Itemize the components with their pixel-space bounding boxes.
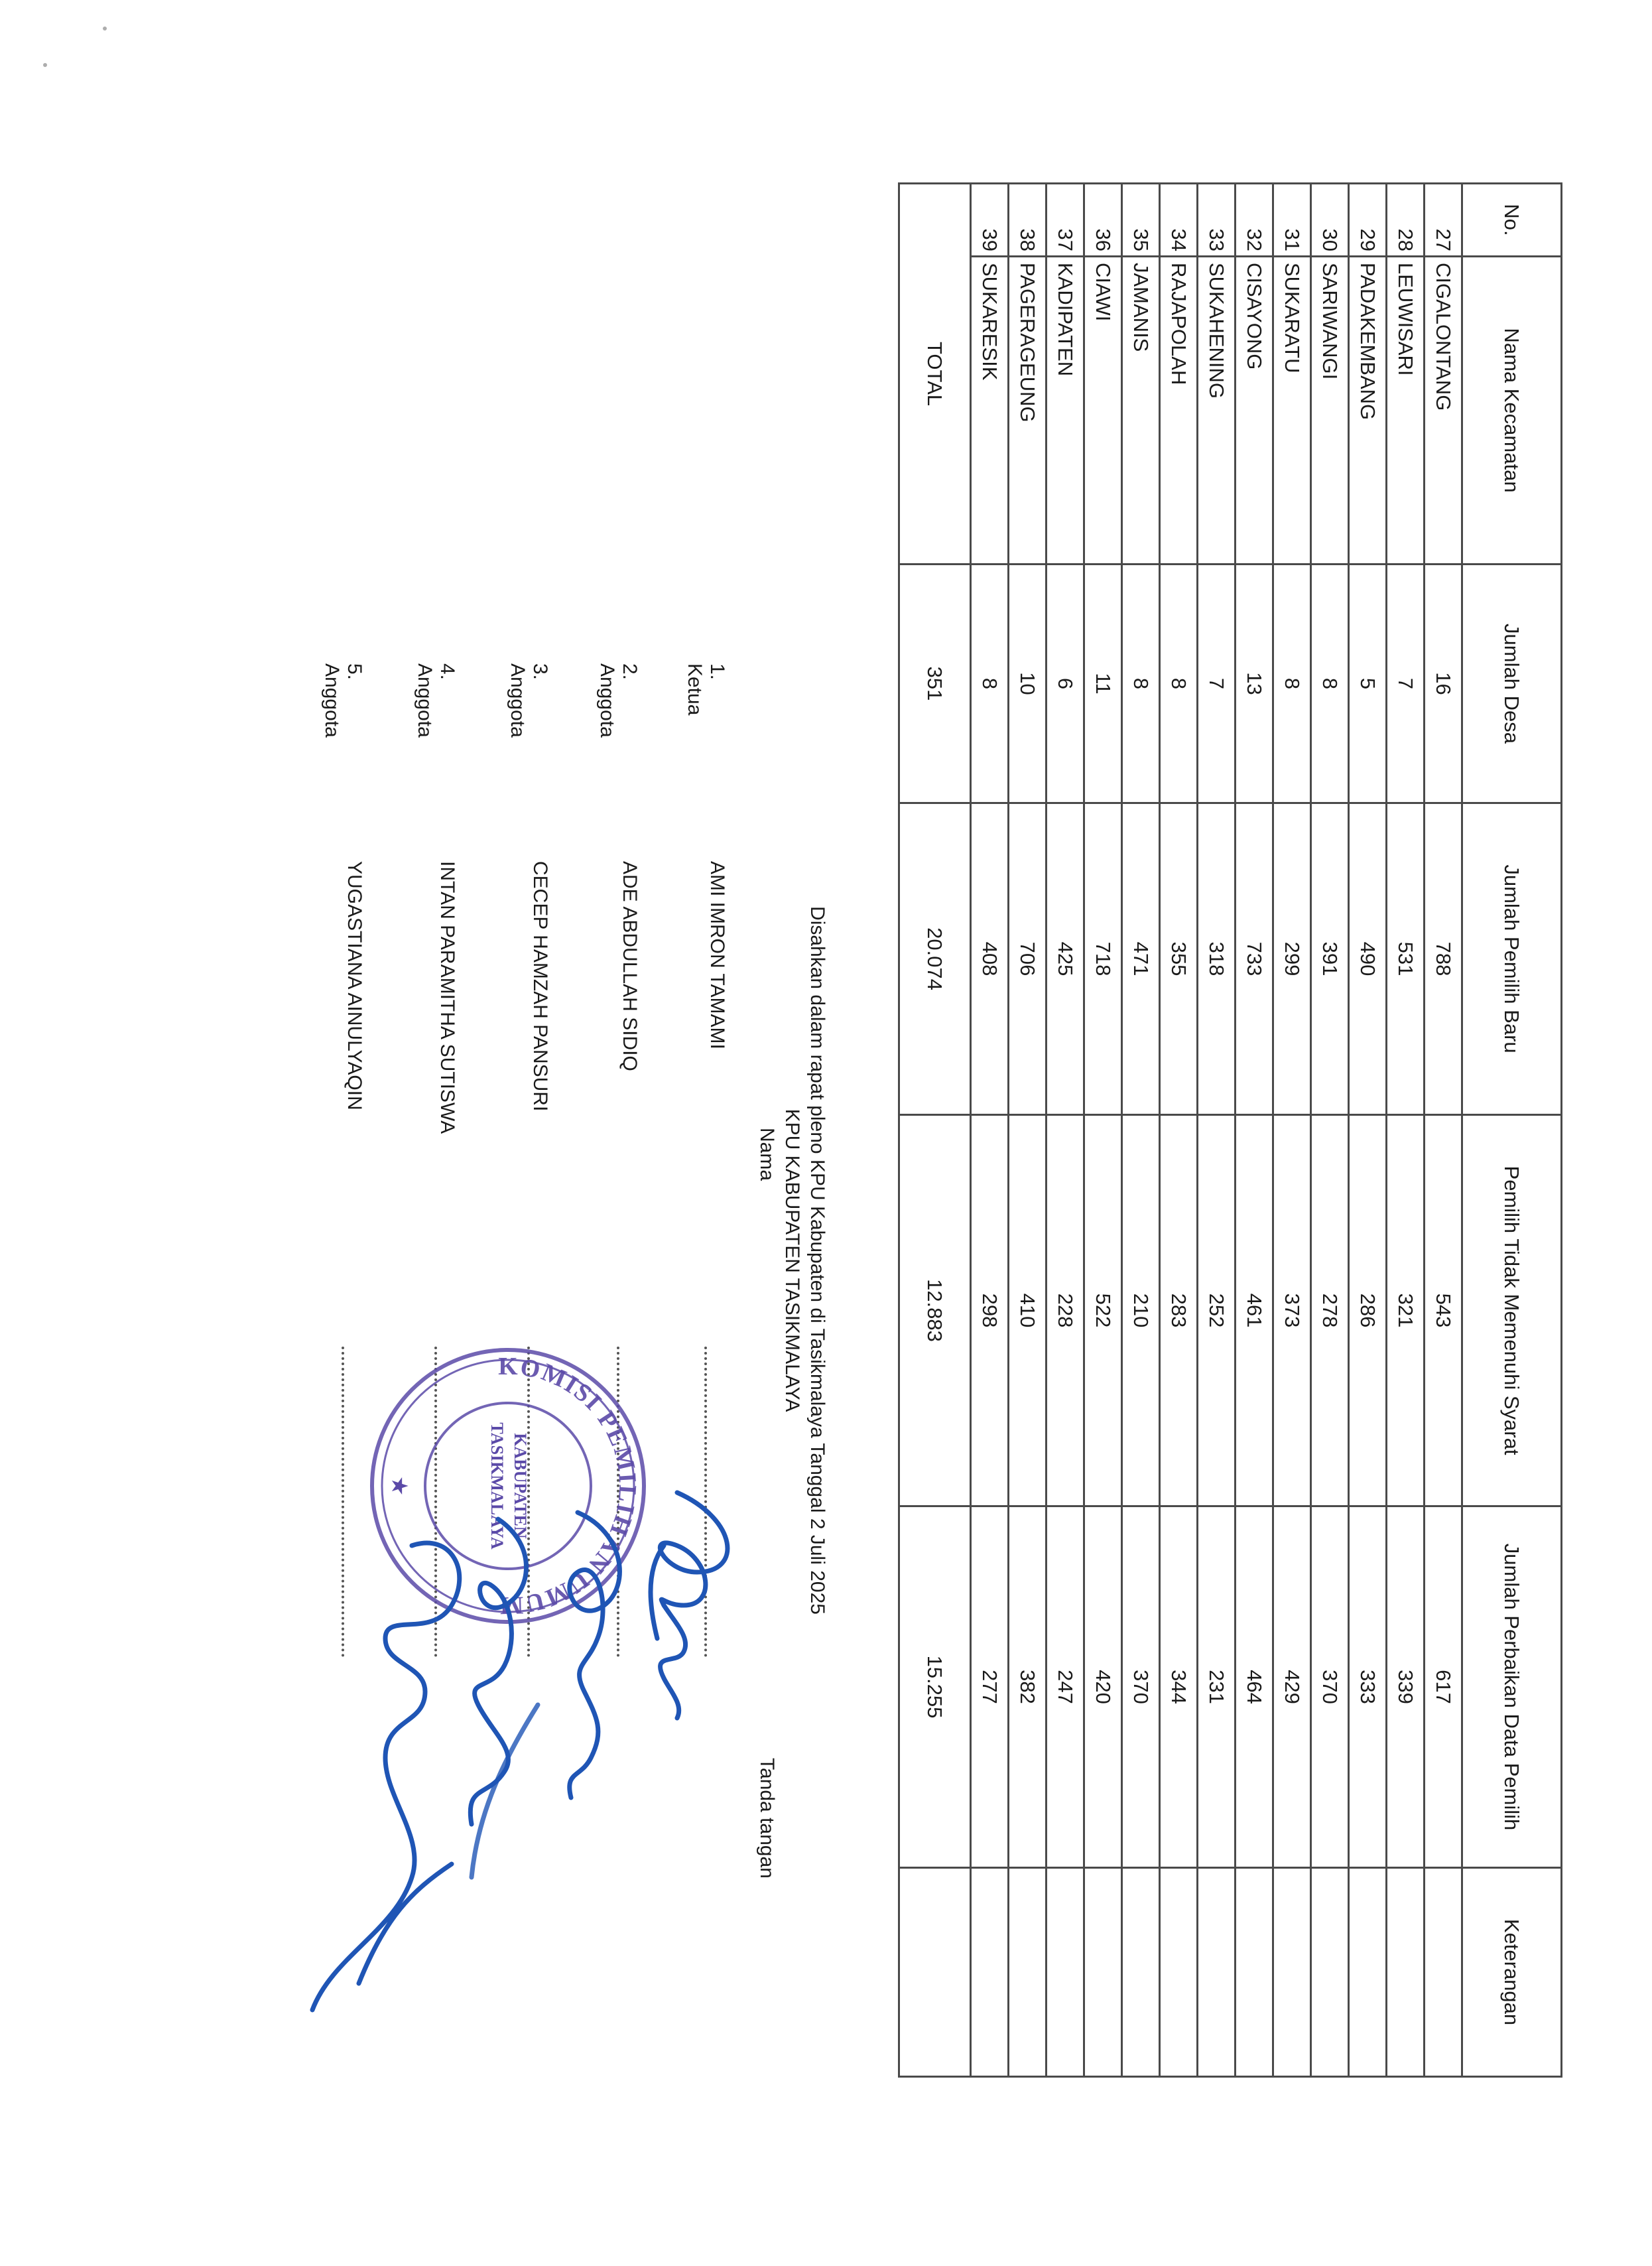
row-perbaikan: 429	[1273, 1506, 1311, 1868]
row-pemilih-baru: 318	[1198, 803, 1236, 1115]
row-pemilih-baru: 425	[1047, 803, 1084, 1115]
row-kecamatan: CIAWI	[1084, 257, 1122, 565]
row-jumlah-desa: 6	[1047, 565, 1084, 803]
row-kecamatan: CISAYONG	[1236, 257, 1273, 565]
row-keterangan	[1084, 1868, 1122, 2077]
total-desa: 351	[899, 565, 971, 803]
row-pemilih-tms: 410	[1009, 1115, 1047, 1506]
row-perbaikan: 231	[1198, 1506, 1236, 1868]
row-keterangan	[1273, 1868, 1311, 2077]
signature-line	[704, 1347, 707, 1657]
table-row	[1160, 184, 1198, 2077]
row-kecamatan: SUKAHENING	[1198, 257, 1236, 565]
header-jumlah-pemilih-baru: Jumlah Pemilih Baru	[1462, 803, 1562, 1115]
table-row	[1387, 184, 1425, 2077]
row-pemilih-baru: 408	[971, 803, 1009, 1115]
stamp-inner-line-1: KABUPATEN	[511, 1433, 530, 1539]
row-pemilih-baru: 718	[1084, 803, 1122, 1115]
row-number: 33	[1198, 184, 1236, 257]
row-pemilih-tms: 252	[1198, 1115, 1236, 1506]
scan-speck	[103, 27, 107, 31]
row-pemilih-tms: 461	[1236, 1115, 1273, 1506]
row-kecamatan: PAGERAGEUNG	[1009, 257, 1047, 565]
member-role: 5. Anggota	[321, 663, 365, 738]
row-keterangan	[1122, 1868, 1160, 2077]
svg-text:★: ★	[387, 1475, 412, 1497]
row-pemilih-tms: 298	[971, 1115, 1009, 1506]
total-keterangan	[899, 1868, 971, 2077]
total-perbaikan: 15.255	[899, 1506, 971, 1868]
member-name: AMI IMRON TAMAMI	[706, 861, 728, 1049]
row-pemilih-baru: 706	[1009, 803, 1047, 1115]
row-pemilih-tms: 210	[1122, 1115, 1160, 1506]
table-row	[1349, 184, 1387, 2077]
row-perbaikan: 382	[1009, 1506, 1047, 1868]
row-perbaikan: 277	[971, 1506, 1009, 1868]
row-jumlah-desa: 8	[1311, 565, 1349, 803]
row-keterangan	[971, 1868, 1009, 2077]
table-row	[1311, 184, 1349, 2077]
signature-line	[342, 1347, 344, 1657]
table-row	[1425, 184, 1462, 2077]
row-kecamatan: KADIPATEN	[1047, 257, 1084, 565]
table-row	[1236, 184, 1273, 2077]
row-pemilih-tms: 522	[1084, 1115, 1122, 1506]
table-row	[1047, 184, 1084, 2077]
member-name: CECEP HAMZAH PANSURI	[529, 861, 551, 1112]
row-kecamatan: CIGALONTANG	[1425, 257, 1462, 565]
row-keterangan	[1311, 1868, 1349, 2077]
member-role: 3. Anggota	[507, 663, 551, 738]
row-perbaikan: 339	[1387, 1506, 1425, 1868]
row-perbaikan: 617	[1425, 1506, 1462, 1868]
row-perbaikan: 333	[1349, 1506, 1387, 1868]
header-nama-kecamatan: Nama Kecamatan	[1462, 257, 1562, 565]
row-jumlah-desa: 13	[1236, 565, 1273, 803]
voter-data-table	[898, 182, 1562, 2078]
row-keterangan	[1236, 1868, 1273, 2077]
header-keterangan: Keterangan	[1462, 1868, 1562, 2077]
row-pemilih-tms: 321	[1387, 1115, 1425, 1506]
row-jumlah-desa: 8	[1122, 565, 1160, 803]
row-number: 39	[971, 184, 1009, 257]
table-row	[1122, 184, 1160, 2077]
scan-speck	[43, 63, 47, 67]
total-pemilih-tms: 12.883	[899, 1115, 971, 1506]
table-header-row	[1462, 184, 1562, 2077]
row-kecamatan: SARIWANGI	[1311, 257, 1349, 565]
row-pemilih-baru: 299	[1273, 803, 1311, 1115]
row-number: 27	[1425, 184, 1462, 257]
row-pemilih-baru: 355	[1160, 803, 1198, 1115]
member-name: INTAN PARAMITHA SUTISWA	[436, 861, 458, 1134]
row-keterangan	[1160, 1868, 1198, 2077]
row-number: 37	[1047, 184, 1084, 257]
row-pemilih-tms: 373	[1273, 1115, 1311, 1506]
row-keterangan	[1387, 1868, 1425, 2077]
member-name: ADE ABDULLAH SIDIQ	[619, 861, 641, 1071]
row-jumlah-desa: 5	[1349, 565, 1387, 803]
row-number: 28	[1387, 184, 1425, 257]
member-role: 1. Ketua	[684, 663, 728, 716]
row-kecamatan: LEUWISARI	[1387, 257, 1425, 565]
row-perbaikan: 247	[1047, 1506, 1084, 1868]
row-number: 29	[1349, 184, 1387, 257]
member-name: YUGASTIANA AINULYAQIN	[344, 861, 365, 1110]
row-pemilih-baru: 471	[1122, 803, 1160, 1115]
row-kecamatan: JAMANIS	[1122, 257, 1160, 565]
row-pemilih-tms: 286	[1349, 1115, 1387, 1506]
row-keterangan	[1198, 1868, 1236, 2077]
row-kecamatan: SUKARESIK	[971, 257, 1009, 565]
row-pemilih-baru: 490	[1349, 803, 1387, 1115]
row-number: 36	[1084, 184, 1122, 257]
row-keterangan	[1349, 1868, 1387, 2077]
row-perbaikan: 370	[1122, 1506, 1160, 1868]
row-pemilih-baru: 788	[1425, 803, 1462, 1115]
total-row	[899, 184, 971, 2077]
table-row	[1273, 184, 1311, 2077]
row-jumlah-desa: 8	[1160, 565, 1198, 803]
row-perbaikan: 420	[1084, 1506, 1122, 1868]
row-number: 38	[1009, 184, 1047, 257]
caption-line-2: KPU KABUPATEN TASIKMALAYA	[781, 1108, 803, 1412]
tanda-tangan-column-label: Tanda tangan	[756, 1758, 778, 1879]
stamp-outer-text: KOMISI PEMILIHAN UMUM	[497, 1352, 642, 1620]
table-row	[1009, 184, 1047, 2077]
row-perbaikan: 464	[1236, 1506, 1273, 1868]
row-keterangan	[1425, 1868, 1462, 2077]
row-jumlah-desa: 7	[1198, 565, 1236, 803]
row-jumlah-desa: 8	[1273, 565, 1311, 803]
total-label: TOTAL	[899, 184, 971, 565]
row-keterangan	[1009, 1868, 1047, 2077]
row-kecamatan: SUKARATU	[1273, 257, 1311, 565]
row-pemilih-baru: 531	[1387, 803, 1425, 1115]
row-number: 31	[1273, 184, 1311, 257]
row-kecamatan: RAJAPOLAH	[1160, 257, 1198, 565]
table-row	[971, 184, 1009, 2077]
stamp-inner-line-2: TASIKMALAYA	[487, 1422, 507, 1550]
header-jumlah-perbaikan: Jumlah Perbaikan Data Pemilih	[1462, 1506, 1562, 1868]
kpu-official-stamp	[365, 1343, 651, 1629]
header-pemilih-tms: Pemilih Tidak Memenuhi Syarat	[1462, 1115, 1562, 1506]
row-pemilih-tms: 278	[1311, 1115, 1349, 1506]
member-role: 4. Anggota	[414, 663, 458, 738]
caption-line-1: Disahkan dalam rapat pleno KPU Kabupaten di Tasikmalaya Tanggal 2 Juli 2025	[806, 906, 828, 1615]
row-pemilih-baru: 391	[1311, 803, 1349, 1115]
table-body	[899, 184, 1462, 2077]
row-keterangan	[1047, 1868, 1084, 2077]
row-jumlah-desa: 16	[1425, 565, 1462, 803]
row-perbaikan: 344	[1160, 1506, 1198, 1868]
row-pemilih-tms: 283	[1160, 1115, 1198, 1506]
total-pemilih-baru: 20.074	[899, 803, 971, 1115]
row-number: 35	[1122, 184, 1160, 257]
signature-ketua	[651, 1493, 728, 1718]
row-jumlah-desa: 10	[1009, 565, 1047, 803]
header-jumlah-desa: Jumlah Desa	[1462, 565, 1562, 803]
row-number: 30	[1311, 184, 1349, 257]
member-role: 2. Anggota	[596, 663, 641, 738]
row-number: 32	[1236, 184, 1273, 257]
row-pemilih-tms: 228	[1047, 1115, 1084, 1506]
row-number: 34	[1160, 184, 1198, 257]
row-pemilih-baru: 733	[1236, 803, 1273, 1115]
table-row	[1198, 184, 1236, 2077]
row-perbaikan: 370	[1311, 1506, 1349, 1868]
header-no: No.	[1462, 184, 1562, 257]
row-kecamatan: PADAKEMBANG	[1349, 257, 1387, 565]
row-pemilih-tms: 543	[1425, 1115, 1462, 1506]
row-jumlah-desa: 11	[1084, 565, 1122, 803]
nama-column-label: Nama	[756, 1128, 778, 1181]
row-jumlah-desa: 8	[971, 565, 1009, 803]
table-row	[1084, 184, 1122, 2077]
row-jumlah-desa: 7	[1387, 565, 1425, 803]
